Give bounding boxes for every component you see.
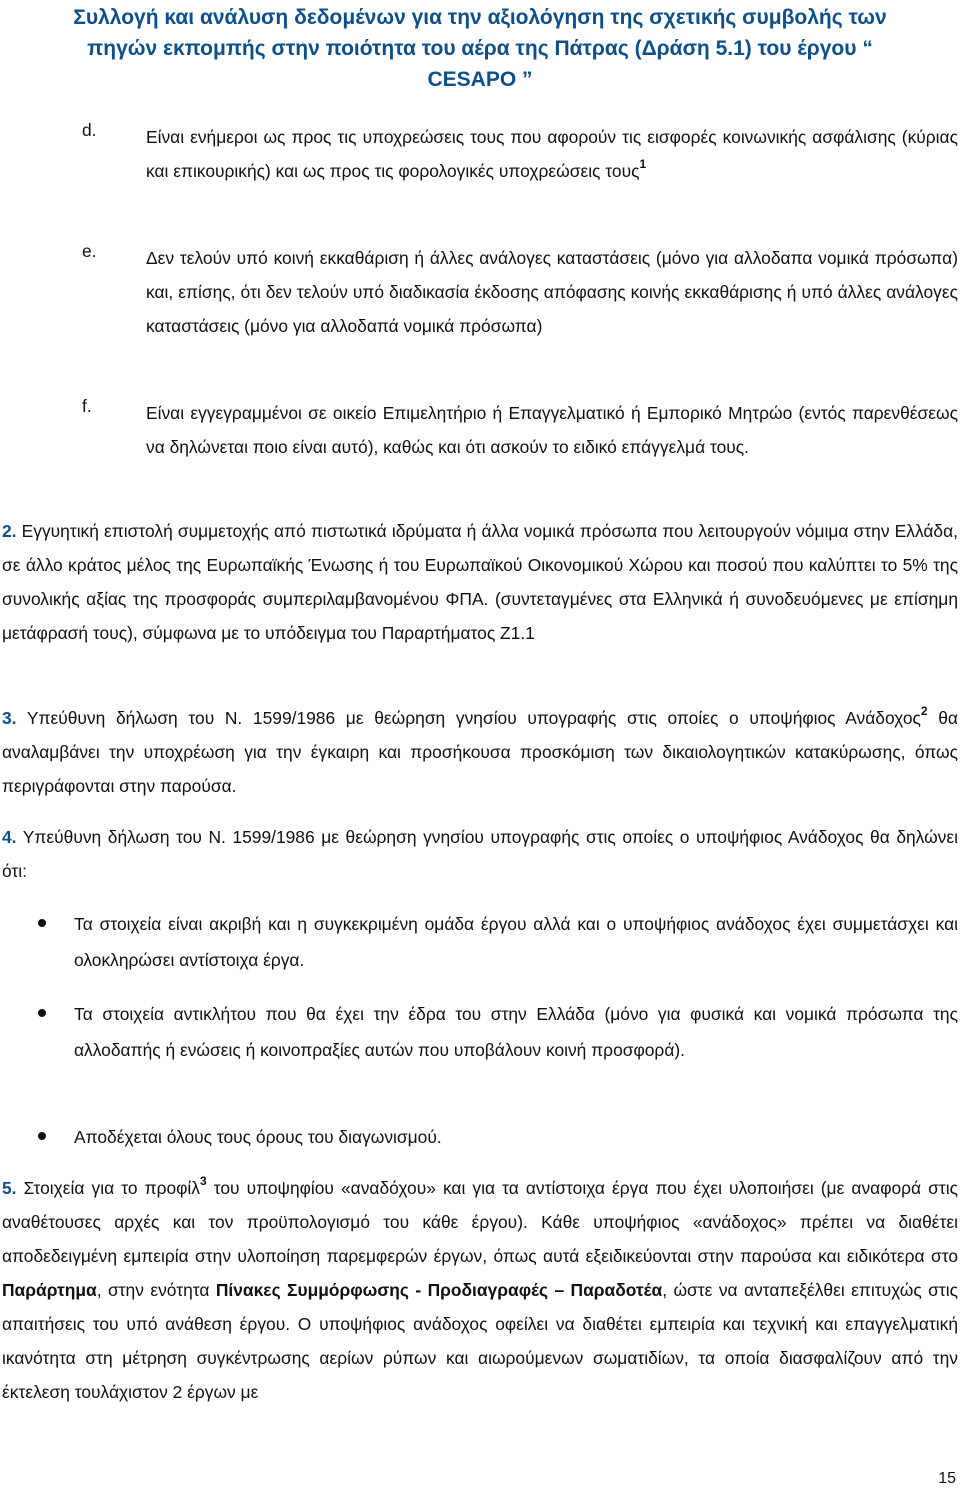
- section-text-4: Υπεύθυνη δήλωση του Ν. 1599/1986 με θεώρηση γνησίου υπογραφής στις οποίες ο υποψήφιος Ανάδοχος θα δηλώνει ότι:: [2, 827, 958, 881]
- item-marker-f: f.: [82, 396, 92, 416]
- page-number: 15: [938, 1470, 956, 1487]
- bullet-text: Τα στοιχεία είναι ακριβή και η συγκεκριμένη ομάδα έργου αλλά και ο υποψήφιος ανάδοχος έχει συμμετάσχει και ολοκληρώσει αντίστοιχα έργα.: [74, 914, 958, 970]
- item-text-e: Δεν τελούν υπό κοινή εκκαθάριση ή άλλες ανάλογες καταστάσεις (μόνο για αλλοδαπα νομικά πρόσωπα) και, επίσης, ότι δεν τελούν υπό διαδικασία έκδοσης απόφασης κοινής εκκαθάρισης ή υπό άλλες ανάλογες καταστάσεις (μόνο για αλλοδαπά νομικά πρόσωπα): [146, 248, 958, 336]
- list-item-e: [82, 241, 958, 343]
- list-item-d: [82, 120, 958, 188]
- section-text-3a: Υπεύθυνη δήλωση του Ν. 1599/1986 με θεώρηση γνησίου υπογραφής στις οποίες ο υποψήφιος Ανάδοχος: [26, 708, 921, 728]
- section-5-bold-tables: Πίνακες Συμμόρφωσης - Προδιαγραφές – Παραδοτέα: [215, 1280, 663, 1300]
- list-item: [30, 996, 958, 1068]
- section-text-5a: Στοιχεία για το προφίλ: [23, 1178, 200, 1198]
- section-number-2: 2.: [2, 521, 17, 541]
- section-number-4: 4.: [2, 827, 17, 847]
- header-line-3: CESAPO ”: [427, 68, 533, 91]
- section-2: [2, 514, 958, 650]
- section-number-3: 3.: [2, 708, 17, 728]
- bullet-icon: [38, 1009, 46, 1017]
- item-text-f: Είναι εγγεγραμμένοι σε οικείο Επιμελητήριο ή Επαγγελματικό ή Εμπορικό Μητρώο (εντός παρενθέσεως να δηλώνεται ποιο είναι αυτό), καθώς και ότι ασκούν το ειδικό επάγγελμά τους.: [146, 403, 958, 457]
- item-marker-d: d.: [82, 120, 97, 140]
- section-text-3b: θα αναλαμβάνει την υποχρέωση για την έγκαιρη και προσήκουσα προσκόμιση των δικαιολογητικών κατακύρωσης, όπως περιγράφονται στην παρούσα.: [2, 708, 958, 796]
- footnote-ref-3: 3: [199, 1174, 207, 1189]
- bullet-text: Αποδέχεται όλους τους όρους του διαγωνισμού.: [74, 1127, 442, 1147]
- header-line-1: Συλλογή και ανάλυση δεδομένων για την αξιολόγηση της σχετικής συμβολής των: [73, 6, 887, 29]
- bullet-text: Τα στοιχεία αντικλήτου που θα έχει την έδρα του στην Ελλάδα (μόνο για φυσικά και νομικά πρόσωπα της αλλοδαπής ή ενώσεις ή κοινοπραξίες αυτών που υποβάλουν κοινή προσφορά).: [74, 1004, 958, 1060]
- section-text-5b: του υποψηφίου «αναδόχου» και για τα αντίστοιχα έργα που έχει υλοποιήσει (με αναφορά στις αναθέτουσες αρχές και τον προϋπολογισμό του κάθε έργου). Κάθε υποψήφιος «ανάδοχος» πρέπει να διαθέτει αποδεδειγμένη εμπειρία στην υλοποίηση παρεμφερών έργων, όπως αυτά εξειδικεύονται στην παρούσα και ειδικότερα στο: [2, 1178, 958, 1266]
- section-text-5c: , στην ενότητα: [96, 1280, 216, 1300]
- section-5-bold-annex: Παράρτημα: [2, 1280, 97, 1300]
- header-line-2: πηγών εκπομπής στην ποιότητα του αέρα της Πάτρας (Δράση 5.1) του έργου “: [87, 37, 873, 60]
- list-item: [30, 906, 958, 978]
- item-marker-e: e.: [82, 241, 97, 261]
- section-3: [2, 701, 958, 803]
- bullet-icon: [38, 1132, 46, 1140]
- section-text-5d: , ώστε να ανταπεξέλθει επιτυχώς στις απαιτήσεις του υπό ανάθεση έργου. Ο υποψήφιος ανάδοχος οφείλει να διαθέτει εμπειρία και τεχνική και επαγγελματική ικανότητα στη μέτρηση συγκέντρωσης αερίων ρύπων και αιωρούμενων σωματιδίων, τα οποία διασφαλίζουν από την έκτελεση τουλάχιστον 2 έργων με: [2, 1280, 958, 1402]
- list-item: [30, 1119, 958, 1155]
- page-header: [0, 2, 960, 95]
- bullet-icon: [38, 919, 46, 927]
- footnote-ref-1: 1: [639, 157, 647, 172]
- item-d-body: Είναι ενήμεροι ως προς τις υποχρεώσεις τους που αφορούν τις εισφορές κοινωνικής ασφάλισης (κύριας και επικουρικής) και ως προς τις φορολογικές υποχρεώσεις τους: [146, 127, 958, 181]
- section-4: [2, 820, 958, 888]
- section-5: [2, 1171, 958, 1409]
- footnote-ref-2: 2: [920, 704, 928, 719]
- list-item-f: [82, 396, 958, 464]
- section-number-5: 5.: [2, 1178, 17, 1198]
- section-text-2: Εγγυητική επιστολή συμμετοχής από πιστωτικά ιδρύματα ή άλλα νομικά πρόσωπα που λειτουργούν νόμιμα στην Ελλάδα, σε άλλο κράτος μέλος της Ευρωπαϊκής Ένωσης ή του Ευρωπαϊκού Οικονομικού Χώρου και ποσού που καλύπτει το 5% της συνολικής αξίας της προσφοράς συμπεριλαμβανομένου ΦΠΑ. (συντεταγμένες στα Ελληνικά ή συνοδευόμενες με επίσημη μετάφρασή τους), σύμφωνα με το υπόδειγμα του Παραρτήματος Ζ1.1: [2, 521, 958, 643]
- item-text-d: [146, 120, 958, 188]
